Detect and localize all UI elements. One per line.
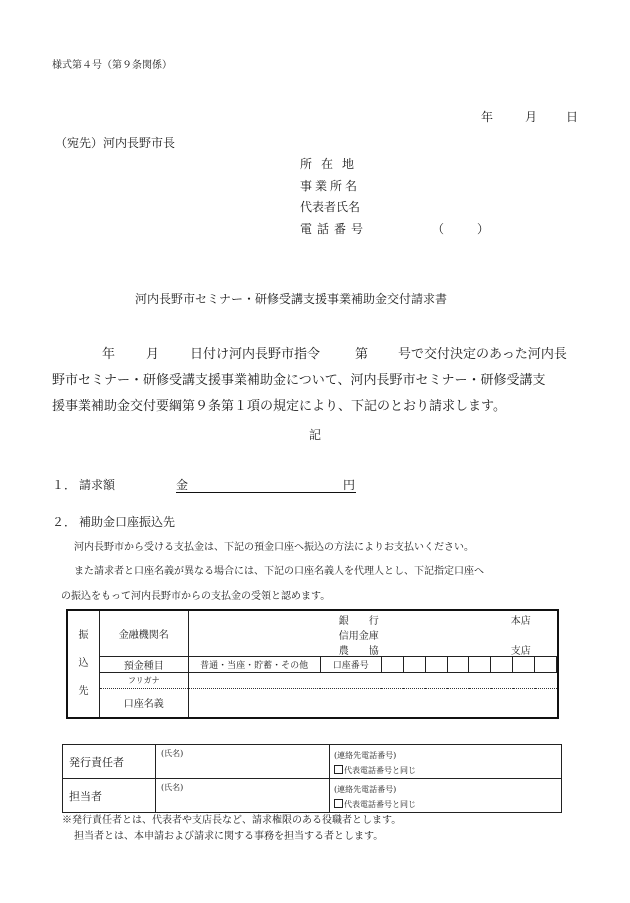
institution-label: 金融機関名 — [118, 629, 169, 641]
date-year-label: 年 — [481, 110, 494, 124]
person-contact-label: (連絡先電話番号) — [334, 785, 397, 794]
checkbox-icon[interactable] — [334, 799, 343, 808]
account-number-digit[interactable] — [513, 656, 535, 672]
issuer-same-as-rep-option[interactable] — [334, 763, 561, 778]
date-day-label: 日 — [566, 110, 579, 124]
item1-kin: 金 — [176, 478, 189, 492]
account-holder-field[interactable] — [188, 688, 558, 718]
account-number-digit[interactable] — [535, 656, 557, 672]
item2-note2: また請求者と口座名義が異なる場合には、下記の口座名義人を代理人とし、下記指定口座へ — [74, 566, 484, 577]
addressee: （宛先）河内長野市長 — [55, 136, 176, 150]
item1-label: 請求額 — [79, 478, 116, 492]
transfer-destination-side-label — [67, 610, 99, 718]
account-number-label: 口座番号 — [332, 660, 369, 671]
deposit-type-label: 預金種目 — [123, 660, 164, 672]
representative-name-label: 代表者氏名 — [300, 200, 361, 214]
person-label-cell — [63, 779, 156, 813]
branch-type-honten: 本店 — [510, 616, 531, 627]
person-same-as-rep-option[interactable] — [334, 797, 561, 812]
item2-number: ２． — [52, 515, 77, 529]
bank-type-nokyo: 農 協 — [338, 646, 379, 657]
deposit-type-options[interactable] — [188, 656, 320, 672]
bank-type-bank: 銀 行 — [338, 616, 379, 627]
issuer-table — [62, 744, 562, 813]
account-number-digit[interactable] — [447, 656, 469, 672]
account-number-digit[interactable] — [381, 656, 403, 672]
side-label-saki: 先 — [78, 686, 89, 697]
body-year: 年 — [102, 347, 116, 362]
ki-label: 記 — [309, 428, 322, 442]
office-name-label: 事業所名 — [300, 179, 361, 193]
document-title: 河内長野市セミナー・研修受講支援事業補助金交付請求書 — [135, 292, 448, 306]
body-dai: 第 — [355, 347, 369, 362]
footnote-issuer: ※発行責任者とは、代表者や支店長など、請求権限のある役職者とします。 — [62, 815, 402, 826]
account-holder-label-cell — [99, 688, 188, 718]
deposit-type-label-cell — [99, 656, 188, 672]
account-number-spare — [557, 656, 559, 672]
body-line2: 野市セミナー・研修受講支援事業補助金について、河内長野市セミナー・研修受講支 — [52, 373, 546, 388]
furigana-field[interactable] — [188, 672, 558, 688]
item1-number: １． — [52, 478, 77, 492]
account-number-label-cell — [320, 656, 381, 672]
item2-label: 補助金口座振込先 — [79, 515, 176, 529]
side-label-furi: 振 — [78, 630, 89, 641]
checkbox-icon[interactable] — [334, 765, 343, 774]
bank-type-shinkin: 信用金庫 — [338, 631, 379, 642]
person-name-field[interactable] — [156, 779, 330, 813]
phone-label: 電話番号 — [300, 222, 369, 236]
furigana-label-cell — [99, 672, 188, 688]
item1-yen: 円 — [343, 478, 356, 492]
issuer-contact-label: (連絡先電話番号) — [334, 751, 397, 760]
person-same-as-rep-label: 代表電話番号と同じ — [344, 800, 416, 809]
issuer-name-label: (氏名) — [161, 749, 184, 758]
date-month-label: 月 — [525, 110, 538, 124]
institution-name-field[interactable] — [188, 610, 558, 656]
issuer-name-field[interactable] — [156, 745, 330, 779]
account-number-digit[interactable] — [403, 656, 425, 672]
bank-account-table — [66, 609, 559, 719]
account-number-digit[interactable] — [491, 656, 513, 672]
issuer-label-cell — [63, 745, 156, 779]
body-line1-rest: 号で交付決定のあった河内長 — [398, 347, 567, 362]
institution-label-cell — [99, 610, 188, 656]
person-name-label: (氏名) — [161, 783, 184, 792]
branch-type-shiten: 支店 — [510, 646, 531, 657]
issuer-same-as-rep-label: 代表電話番号と同じ — [344, 766, 416, 775]
issuer-contact-field[interactable] — [330, 745, 562, 779]
body-dated: 日付け河内長野市指令 — [190, 347, 321, 362]
deposit-type-options-text: 普通・当座・貯蓄・その他 — [200, 660, 309, 671]
account-number-digit[interactable] — [469, 656, 491, 672]
furigana-label: フリガナ — [127, 675, 160, 685]
footnote-person: 担当者とは、本申請および請求に関する事務を担当する者とします。 — [74, 831, 384, 842]
side-label-komi: 込 — [78, 658, 89, 669]
item2-note1: 河内長野市から受ける支払金は、下記の預金口座へ振込の方法によりお支払いください。 — [74, 542, 474, 553]
issuer-label: 発行責任者 — [69, 755, 124, 769]
phone-paren-open: （ — [432, 222, 445, 236]
body-line3: 援事業補助金交付要綱第９条第１項の規定により、下記のとおり請求します。 — [52, 399, 506, 414]
amount-underline — [176, 492, 356, 493]
account-number-digit[interactable] — [425, 656, 447, 672]
address-label: 所在地 — [300, 157, 364, 171]
phone-paren-close: ） — [477, 222, 490, 236]
person-label: 担当者 — [69, 789, 102, 803]
person-contact-field[interactable] — [330, 779, 562, 813]
body-month: 月 — [146, 347, 160, 362]
account-holder-label: 口座名義 — [123, 699, 164, 711]
form-number: 様式第４号（第９条関係） — [52, 60, 172, 71]
item2-note3: の振込をもって河内長野市からの支払金の受領と認めます。 — [61, 591, 331, 602]
